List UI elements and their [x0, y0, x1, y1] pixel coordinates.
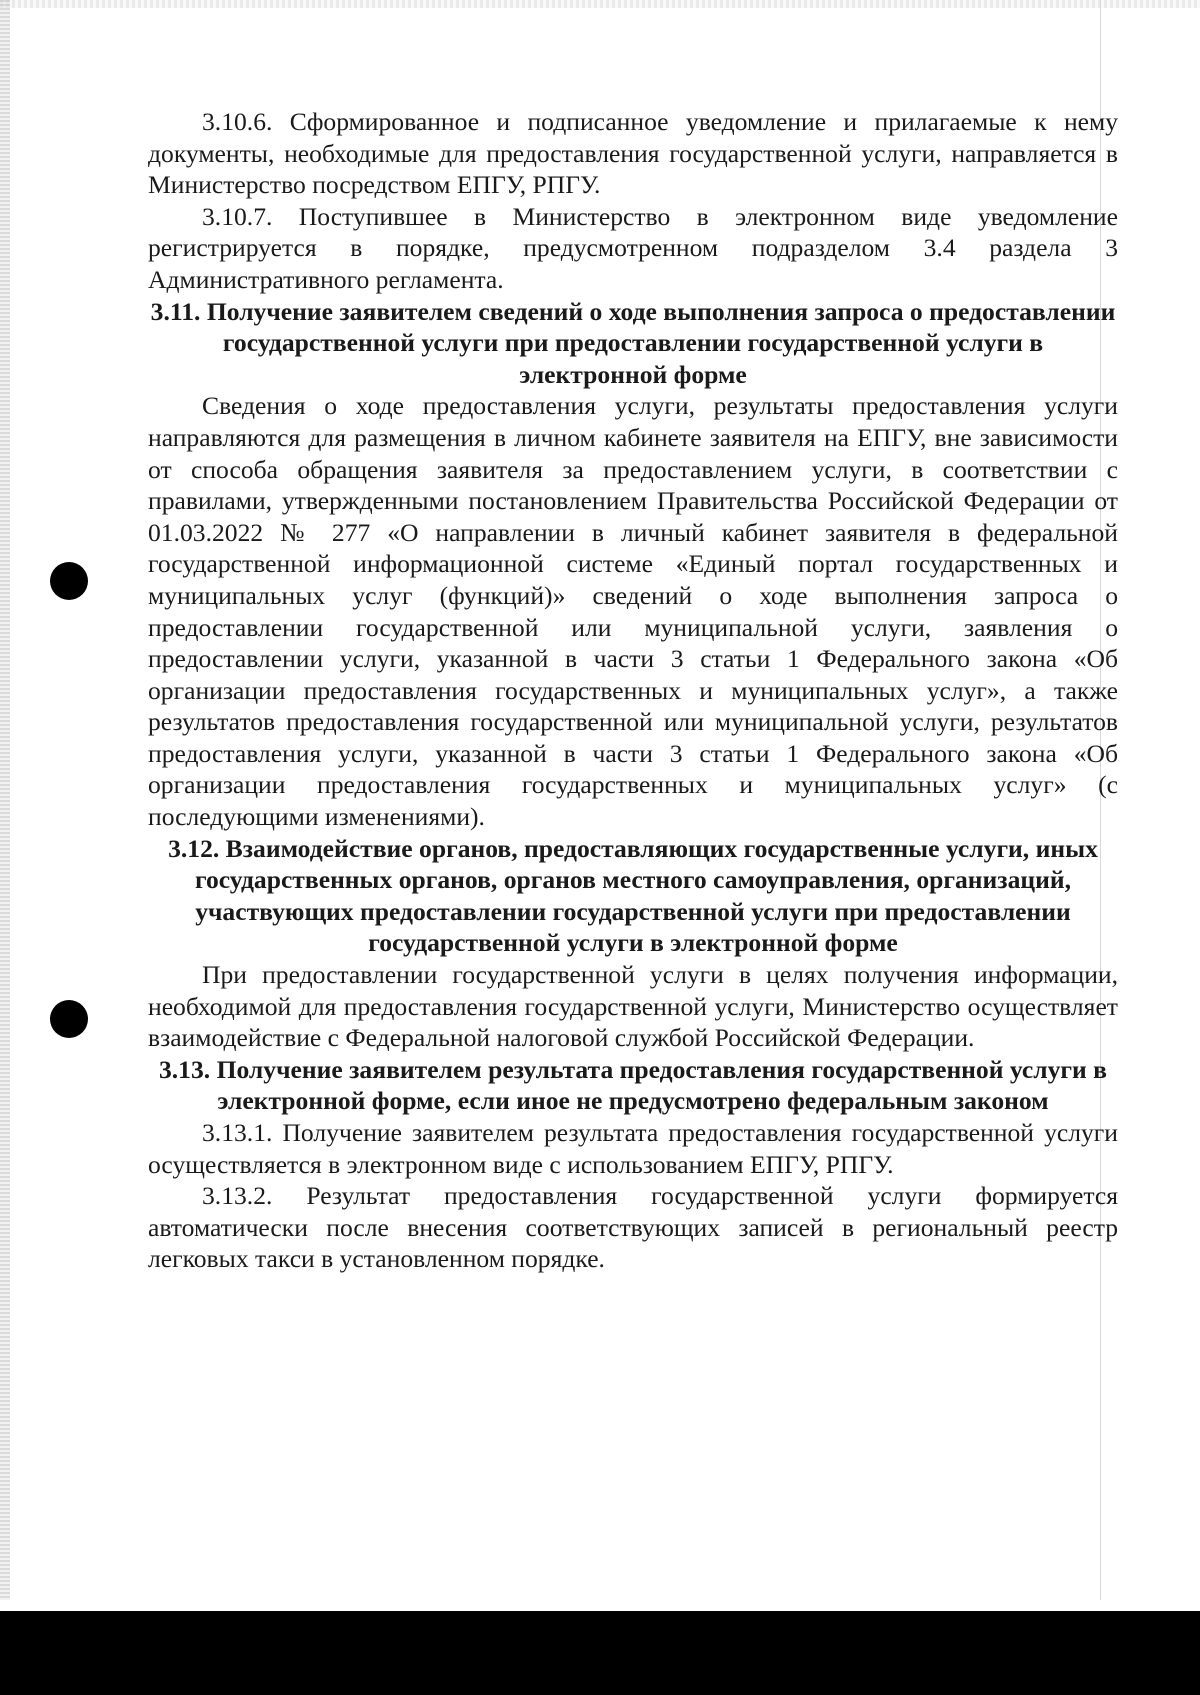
- paragraph-3-13-1: 3.13.1. Получение заявителем результата предоставления государственной услуги осуществляется в электронном виде с использованием ЕПГУ, РПГУ.: [148, 1118, 1118, 1179]
- scan-artifact-top: [0, 0, 1200, 8]
- punch-hole-lower: [50, 1000, 88, 1038]
- paragraph-3-13-2: 3.13.2. Результат предоставления государственной услуги формируется автоматически после внесения соответствующих записей в региональный реестр легковых такси в установленном порядке.: [148, 1181, 1118, 1274]
- paragraph-3-11-body: Сведения о ходе предоставления услуги, результаты предоставления услуги направляются для размещения в личном кабинете заявителя на ЕПГУ, вне зависимости от способа обращения заявителя за предоставлением услуги, в соответствии с правилами, утвержденными постановлением Правительства Российской Федерации от 01.03.2022 № 277 «О направлении в личный кабинет заявителя в федеральной государственной информационной системе «Единый портал государственных и муниципальных услуг (функций)» сведений о ходе выполнения запроса о предоставлении государственной или муниципальной услуги, заявления о предоставлении услуги, указанной в части 3 статьи 1 Федерального закона «Об организации предоставления государственных и муниципальных услуг», а также результатов предоставления государственной или муниципальной услуги, результатов предоставления услуги, указанной в части 3 статьи 1 Федерального закона «Об организации предоставления государственных и муниципальных услуг» (с последующими изменениями).: [148, 391, 1118, 832]
- document-page: [148, 106, 1118, 1275]
- scan-artifact-left: [0, 0, 10, 1600]
- paragraph-3-10-6: 3.10.6. Сформированное и подписанное уведомление и прилагаемые к нему документы, необходимые для предоставления государственной услуги, направляется в Министерство посредством ЕПГУ, РПГУ.: [148, 107, 1118, 200]
- paragraph-3-12-body: При предоставлении государственной услуги в целях получения информации, необходимой для предоставления государственной услуги, Министерство осуществляет взаимодействие с Федеральной налоговой службой Российской Федерации.: [148, 960, 1118, 1053]
- section-heading-3-12: 3.12. Взаимодействие органов, предоставляющих государственные услуги, иных государственных органов, органов местного самоуправления, организаций, участвующих предоставлении государственной услуги при предоставлении государственной услуги в электронной форме: [168, 833, 1098, 958]
- section-heading-3-13: 3.13. Получение заявителем результата предоставления государственной услуги в электронной форме, если иное не предусмотрено федеральным законом: [158, 1054, 1107, 1116]
- scan-bottom-edge: [0, 1611, 1200, 1695]
- punch-hole-upper: [50, 562, 88, 600]
- section-heading-3-11: 3.11. Получение заявителем сведений о ходе выполнения запроса о предоставлении государственной услуги при предоставлении государственной услуги в электронной форме: [150, 296, 1116, 389]
- paragraph-3-10-7: 3.10.7. Поступившее в Министерство в электронном виде уведомление регистрируется в порядке, предусмотренном подразделом 3.4 раздела 3 Административного регламента.: [148, 201, 1118, 294]
